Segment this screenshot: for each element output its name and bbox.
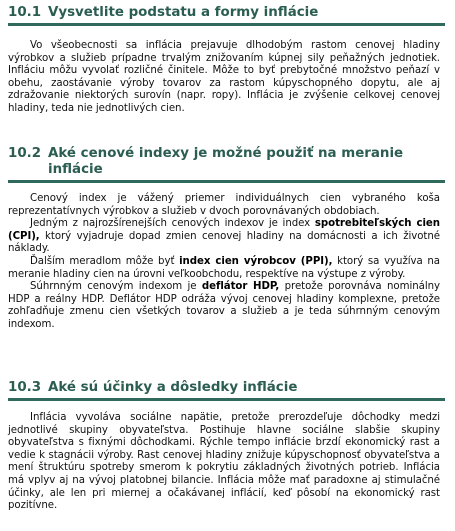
section-number: 10.1 (8, 5, 42, 20)
paragraph: Inflácia vyvoláva sociálne napätie, pretože prerozdeľuje dôchodky medzi jednotlivé skupiny obyvateľstva. Postihuje hlavne sociálne slabšie skupiny obyvateľstva s fixnými dôchodkami. Rýchle tempo inflácie brzdí ekonomický rast a vedie k stagnácii výroby. Rast cenovej hladiny znižuje kúpyschopnosť obyvateľstva a mení štruktúru spotreby smerom k pokrytiu základných životných potrieb. Inflácia má vplyv aj na vývoj platobnej bilancie. Inflácia môže mať paradoxne aj stimulačné účinky, ale len pri miernej a očakávanej inflácií, keď pôsobí na ekonomický rast pozitívne. (8, 412, 440, 512)
section-heading-10-2 (8, 146, 445, 183)
section-title (8, 5, 445, 21)
text-run: Súhrnným cenovým indexom je (30, 281, 202, 293)
paragraph (8, 193, 440, 218)
bold-term: spotrebiteľských cien (CPI), (8, 218, 440, 242)
text-run: ktorý sa využíva na meranie hladiny cien na úrovni veľkoobchodu, respektíve na výstupe z výroby. (8, 255, 440, 280)
section-heading-10-1 (8, 5, 445, 26)
section-title-text: Aké sú účinky a dôsledky inflácie (48, 380, 298, 395)
text-run: Cenový index je vážený priemer individuálnych cien vybraného koša reprezentatívnych výrobkov a služieb v dvoch porovnávaných obdobiach. (8, 193, 440, 217)
bold-term: deflátor HDP, (201, 281, 280, 293)
text-run: pretože porovnáva nominálny HDP a reálny HDP. Deflátor HDP odráža vývoj cenovej hladiny komplexne, pretože zohľadňuje zmenu cien všetkých tovarov a služieb a je teda súhrnným cenovým indexom. (8, 281, 440, 330)
bold-term: index cien výrobcov (PPI), (179, 255, 333, 267)
section-body-10-2 (8, 193, 440, 332)
section-title (8, 146, 445, 178)
section-number: 10.3 (8, 380, 42, 395)
section-title (8, 380, 445, 396)
text-run: Ďalším meradlom môže byť (30, 255, 180, 267)
section-body-10-1 (8, 40, 440, 116)
text-run: Jedným z najrozšírenejších cenových indexov je index (30, 218, 315, 230)
paragraph: Vo všeobecnosti sa inflácia prejavuje dlhodobým rastom cenovej hladiny výrobkov a služieb prípadne trvalým znižovaním kúpnej sily peňažných jednotiek. Infláciu môžu vyvolať rozličné činitele. Môže to byť prebytočné množstvo peňazí v obehu, zaostávanie výroby tovarov za rastom kúpyschopného dopytu, ale aj zdražovanie niektorých surovín (napr. ropy). Inflácia je zvýšenie celkovej cenovej hladiny, teda nie jednotlivých cien. (8, 40, 440, 114)
section-heading-10-3 (8, 380, 445, 401)
paragraph (8, 218, 440, 256)
section-title-text: Aké cenové indexy je možné použiť na meranie inflácie (48, 146, 404, 177)
text-run: ktorý vyjadruje dopad zmien cenovej hladiny na domácnosti a ich životné náklady. (8, 230, 440, 255)
paragraph (8, 256, 440, 281)
section-title-text: Vysvetlite podstatu a formy inflácie (48, 5, 319, 20)
section-number: 10.2 (8, 146, 42, 161)
section-body-10-3 (8, 412, 440, 513)
paragraph (8, 281, 440, 331)
